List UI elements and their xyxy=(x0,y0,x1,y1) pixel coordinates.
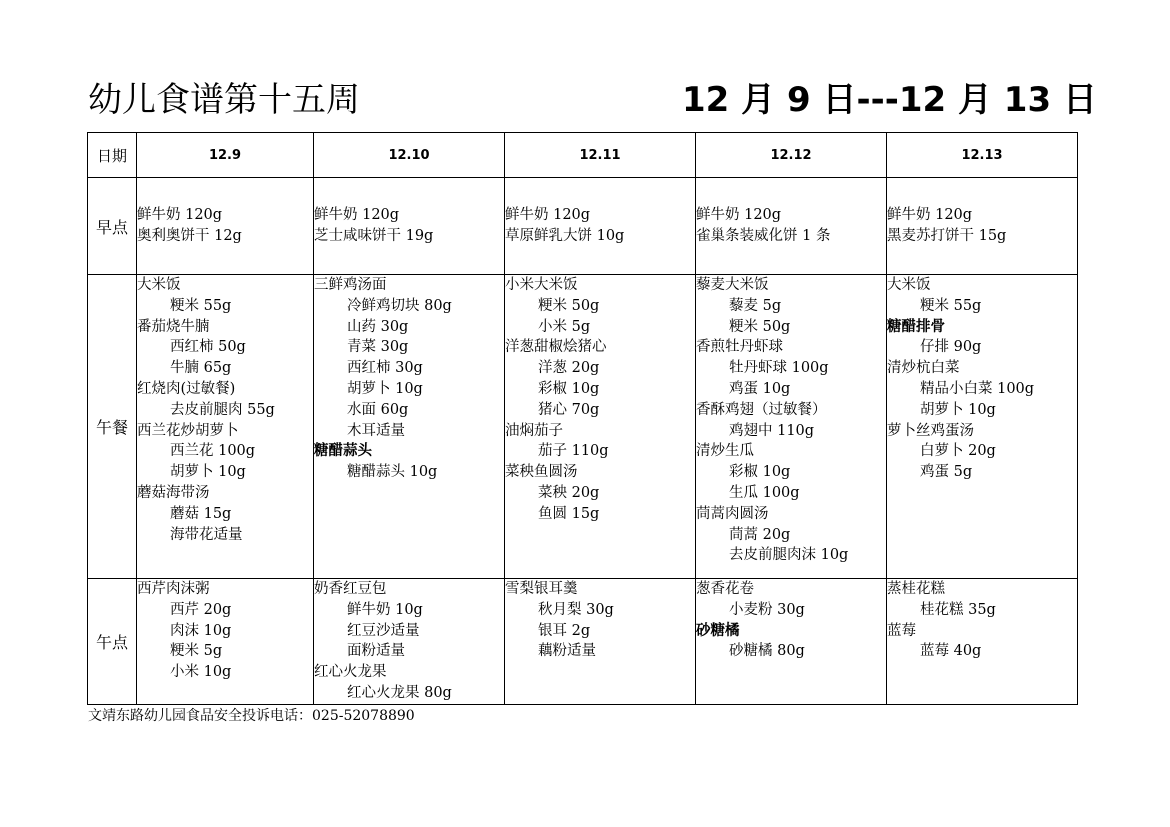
ingredient-line: 鸡蛋 10g xyxy=(729,380,791,397)
ingredient-line: 彩椒 10g xyxy=(729,464,791,481)
dish-line: 红心火龙果 xyxy=(314,664,387,681)
menu-cell xyxy=(696,178,887,275)
ingredient-line: 洋葱 20g xyxy=(538,360,600,377)
dish-line: 洋葱甜椒烩猪心 xyxy=(505,339,607,356)
dish-line: 三鲜鸡汤面 xyxy=(314,277,387,293)
menu-cell xyxy=(505,275,696,579)
dish-line: 藜麦大米饭 xyxy=(696,277,769,293)
dish-line: 鲜牛奶 120g xyxy=(137,207,223,224)
dish-line: 番茄烧牛腩 xyxy=(137,318,210,335)
ingredient-line: 木耳适量 xyxy=(347,422,405,439)
ingredient-line: 粳米 50g xyxy=(538,297,600,314)
ingredient-line: 菜秧 20g xyxy=(538,484,600,501)
dish-line: 鲜牛奶 120g xyxy=(887,207,973,224)
ingredient-line: 蓝莓 40g xyxy=(920,643,982,660)
ingredient-line: 青菜 30g xyxy=(347,339,409,356)
menu-cell xyxy=(137,579,314,705)
date-header: 12.11 xyxy=(505,133,696,178)
ingredient-line: 秋月梨 30g xyxy=(538,601,614,618)
ingredient-line: 茄子 110g xyxy=(538,443,609,460)
dish-line: 大米饭 xyxy=(887,277,931,293)
ingredient-line: 牡丹虾球 100g xyxy=(729,360,829,377)
ingredient-line: 银耳 2g xyxy=(538,622,591,639)
dish-line: 油焖茄子 xyxy=(505,422,563,439)
header-row xyxy=(88,133,1078,178)
dish-line: 清炒生瓜 xyxy=(696,443,754,460)
row-label-lunch: 午餐 xyxy=(88,275,137,579)
afternoon-snack-row xyxy=(88,579,1078,705)
dish-line: 鲜牛奶 120g xyxy=(505,207,591,224)
page-title: 幼儿食谱第十五周 xyxy=(88,80,360,120)
menu-cell xyxy=(314,275,505,579)
menu-cell xyxy=(887,178,1078,275)
complaint-hotline: 文靖东路幼儿园食品安全投诉电话：025-52078890 xyxy=(88,708,415,724)
dish-line: 蓝莓 xyxy=(887,622,916,639)
ingredient-line: 西红柿 50g xyxy=(170,339,246,356)
row-label-afternoon-snack: 午点 xyxy=(88,579,137,705)
menu-cell xyxy=(696,579,887,705)
dish-line: 茼蒿肉圆汤 xyxy=(696,505,769,522)
ingredient-line: 仔排 90g xyxy=(920,339,982,356)
ingredient-line: 白萝卜 20g xyxy=(920,443,996,460)
ingredient-line: 桂花糕 35g xyxy=(920,601,996,618)
dish-line: 鲜牛奶 120g xyxy=(696,207,782,224)
corner-label: 日期 xyxy=(88,133,137,178)
row-label-breakfast: 早点 xyxy=(88,178,137,275)
ingredient-line: 山药 30g xyxy=(347,318,409,335)
dish-line: 香煎牡丹虾球 xyxy=(696,339,783,356)
date-range: 12 月 9 日---12 月 13 日 xyxy=(682,80,1097,120)
ingredient-line: 糖醋蒜头 10g xyxy=(347,464,438,481)
ingredient-line: 小米 10g xyxy=(170,664,232,681)
dish-line: 雀巢条装威化饼 1 条 xyxy=(696,228,831,244)
dish-line: 菜秧鱼圆汤 xyxy=(505,464,578,481)
ingredient-line: 水面 60g xyxy=(347,401,409,418)
dish-line: 芝士咸味饼干 19g xyxy=(314,228,434,244)
breakfast-row xyxy=(88,178,1078,275)
dish-line: 雪梨银耳羹 xyxy=(505,581,578,597)
ingredient-line: 冷鲜鸡切块 80g xyxy=(347,297,452,314)
ingredient-line: 小米 5g xyxy=(538,318,591,335)
menu-table xyxy=(87,132,1078,705)
dish-line: 香酥鸡翅（过敏餐） xyxy=(696,401,827,418)
dish-line: 草原鲜乳大饼 10g xyxy=(505,228,625,244)
dish-line: 蘑菇海带汤 xyxy=(137,484,210,501)
ingredient-line: 藜麦 5g xyxy=(729,297,782,314)
ingredient-line: 粳米 50g xyxy=(729,318,791,335)
dish-line: 糖醋蒜头 xyxy=(314,442,372,460)
dish-line: 鲜牛奶 120g xyxy=(314,207,400,224)
date-header: 12.12 xyxy=(696,133,887,178)
menu-cell xyxy=(696,275,887,579)
ingredient-line: 精品小白菜 100g xyxy=(920,380,1035,397)
menu-cell xyxy=(887,579,1078,705)
ingredient-line: 粳米 5g xyxy=(170,643,223,660)
dish-line: 蒸桂花糕 xyxy=(887,581,945,597)
ingredient-line: 粳米 55g xyxy=(920,297,982,314)
ingredient-line: 胡萝卜 10g xyxy=(920,401,996,418)
dish-line: 奥利奥饼干 12g xyxy=(137,228,242,244)
ingredient-line: 藕粉适量 xyxy=(538,643,596,660)
ingredient-line: 去皮前腿肉沫 10g xyxy=(729,547,849,564)
ingredient-line: 西兰花 100g xyxy=(170,443,256,460)
ingredient-line: 鱼圆 15g xyxy=(538,505,600,522)
ingredient-line: 去皮前腿肉 55g xyxy=(170,401,275,418)
ingredient-line: 鲜牛奶 10g xyxy=(347,601,423,618)
ingredient-line: 面粉适量 xyxy=(347,643,405,660)
dish-line: 大米饭 xyxy=(137,277,181,293)
ingredient-line: 海带花适量 xyxy=(170,526,243,543)
dish-line: 小米大米饭 xyxy=(505,277,578,293)
menu-cell xyxy=(137,178,314,275)
ingredient-line: 西芹 20g xyxy=(170,601,232,618)
ingredient-line: 西红柿 30g xyxy=(347,360,423,377)
ingredient-line: 生瓜 100g xyxy=(729,484,800,501)
ingredient-line: 彩椒 10g xyxy=(538,380,600,397)
dish-line: 糖醋排骨 xyxy=(887,317,945,335)
menu-cell xyxy=(137,275,314,579)
ingredient-line: 鸡蛋 5g xyxy=(920,464,973,481)
ingredient-line: 砂糖橘 80g xyxy=(729,643,805,660)
lunch-row xyxy=(88,275,1078,579)
ingredient-line: 肉沫 10g xyxy=(170,622,232,639)
menu-cell xyxy=(505,178,696,275)
dish-line: 西芹肉沫粥 xyxy=(137,581,210,597)
dish-line: 西兰花炒胡萝卜 xyxy=(137,422,239,439)
ingredient-line: 猪心 70g xyxy=(538,401,600,418)
dish-line: 奶香红豆包 xyxy=(314,581,387,597)
dish-line: 黑麦苏打饼干 15g xyxy=(887,228,1007,244)
dish-line: 清炒杭白菜 xyxy=(887,360,960,377)
ingredient-line: 小麦粉 30g xyxy=(729,601,805,618)
date-header: 12.10 xyxy=(314,133,505,178)
menu-cell xyxy=(314,178,505,275)
ingredient-line: 鸡翅中 110g xyxy=(729,422,815,439)
dish-line: 萝卜丝鸡蛋汤 xyxy=(887,422,974,439)
ingredient-line: 茼蒿 20g xyxy=(729,526,791,543)
ingredient-line: 胡萝卜 10g xyxy=(347,380,423,397)
ingredient-line: 牛腩 65g xyxy=(170,360,232,377)
dish-line: 红烧肉(过敏餐) xyxy=(137,380,236,397)
ingredient-line: 红豆沙适量 xyxy=(347,622,420,639)
menu-cell xyxy=(314,579,505,705)
dish-line: 葱香花卷 xyxy=(696,581,754,597)
date-header: 12.9 xyxy=(137,133,314,178)
menu-cell xyxy=(505,579,696,705)
dish-line: 砂糖橘 xyxy=(696,621,740,639)
ingredient-line: 红心火龙果 80g xyxy=(347,684,452,701)
ingredient-line: 蘑菇 15g xyxy=(170,505,232,522)
date-header: 12.13 xyxy=(887,133,1078,178)
ingredient-line: 粳米 55g xyxy=(170,297,232,314)
menu-cell xyxy=(887,275,1078,579)
ingredient-line: 胡萝卜 10g xyxy=(170,464,246,481)
